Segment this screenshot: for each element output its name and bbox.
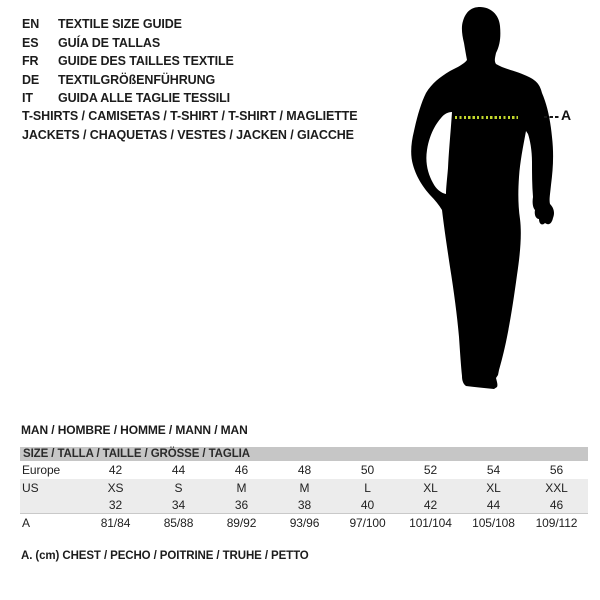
garment-categories bbox=[22, 107, 358, 144]
size-cell: 93/96 bbox=[289, 516, 320, 530]
size-cell: 46 bbox=[234, 463, 249, 477]
language-label: GUIDE DES TAILLES TEXTILE bbox=[58, 54, 234, 68]
language-label: TEXTILGRÖßENFÜHRUNG bbox=[58, 72, 216, 87]
category-line-jackets: JACKETS / CHAQUETAS / VESTES / JACKEN / GIACCHE bbox=[22, 127, 354, 142]
man-silhouette-figure bbox=[408, 6, 593, 398]
measure-label-a: A bbox=[561, 107, 572, 123]
row-label: Europe bbox=[22, 463, 61, 477]
size-cell: 48 bbox=[297, 463, 312, 477]
language-label: GUÍA DE TALLAS bbox=[58, 35, 161, 50]
language-row bbox=[22, 15, 234, 34]
size-cell: 97/100 bbox=[349, 516, 386, 530]
size-cell: 52 bbox=[423, 463, 438, 477]
size-cell: XL bbox=[486, 480, 501, 495]
section-title-man: MAN / HOMBRE / HOMME / MANN / MAN bbox=[21, 423, 248, 437]
size-table-header: SIZE / TALLA / TAILLE / GRÖSSE / TAGLIA bbox=[20, 447, 588, 461]
size-cell: 101/104 bbox=[409, 516, 452, 530]
language-list bbox=[22, 15, 234, 108]
size-cell: 56 bbox=[549, 463, 564, 477]
size-cell: XL bbox=[423, 480, 438, 495]
size-cell: 85/88 bbox=[163, 516, 194, 530]
table-row-uk bbox=[20, 496, 588, 514]
size-cell: 44 bbox=[462, 496, 525, 514]
measurement-footnote: A. (cm) CHEST / PECHO / POITRINE / TRUHE / PETTO bbox=[21, 550, 309, 562]
row-label: A bbox=[22, 516, 30, 530]
size-cell: M bbox=[299, 480, 310, 495]
size-cell: 32 bbox=[84, 496, 147, 514]
category-line-tshirts: T-SHIRTS / CAMISETAS / T-SHIRT / T-SHIRT / MAGLIETTE bbox=[22, 109, 358, 123]
size-cell: S bbox=[174, 480, 183, 495]
size-cell: 81/84 bbox=[100, 516, 131, 530]
language-code: DE bbox=[22, 72, 40, 87]
language-code: IT bbox=[22, 91, 33, 105]
row-label: US bbox=[22, 480, 39, 495]
size-cell: 109/112 bbox=[535, 516, 578, 530]
size-cell: L bbox=[364, 480, 371, 495]
table-row-us bbox=[20, 479, 588, 496]
language-row bbox=[22, 89, 234, 108]
size-cell: 105/108 bbox=[472, 516, 515, 530]
measure-pointer-line bbox=[544, 116, 559, 118]
size-cell: 36 bbox=[210, 496, 273, 514]
size-cell: 38 bbox=[273, 496, 336, 514]
size-cell: 42 bbox=[399, 496, 462, 514]
language-row bbox=[22, 71, 234, 90]
language-code: ES bbox=[22, 35, 39, 50]
size-cell: 40 bbox=[336, 496, 399, 514]
size-cell: 89/92 bbox=[226, 516, 257, 530]
language-row bbox=[22, 34, 234, 53]
size-cell: 34 bbox=[147, 496, 210, 514]
size-cell: 50 bbox=[360, 463, 375, 477]
row-label bbox=[20, 496, 84, 514]
size-cell: 54 bbox=[486, 463, 501, 477]
size-cell: 42 bbox=[108, 463, 123, 477]
size-cell: XS bbox=[107, 480, 124, 495]
language-label: TEXTILE SIZE GUIDE bbox=[58, 17, 182, 31]
size-cell: 46 bbox=[525, 496, 588, 514]
language-row bbox=[22, 52, 234, 71]
language-code: EN bbox=[22, 17, 40, 31]
language-code: FR bbox=[22, 54, 39, 68]
language-label: GUIDA ALLE TAGLIE TESSILI bbox=[58, 91, 231, 105]
size-cell: M bbox=[236, 480, 247, 495]
table-row-europe bbox=[20, 461, 588, 479]
size-cell: 44 bbox=[171, 463, 186, 477]
chest-measure-line bbox=[455, 116, 518, 119]
man-silhouette bbox=[408, 6, 558, 391]
table-row-chest-a bbox=[20, 514, 588, 533]
size-cell: XXL bbox=[545, 480, 568, 495]
size-table bbox=[20, 461, 588, 532]
